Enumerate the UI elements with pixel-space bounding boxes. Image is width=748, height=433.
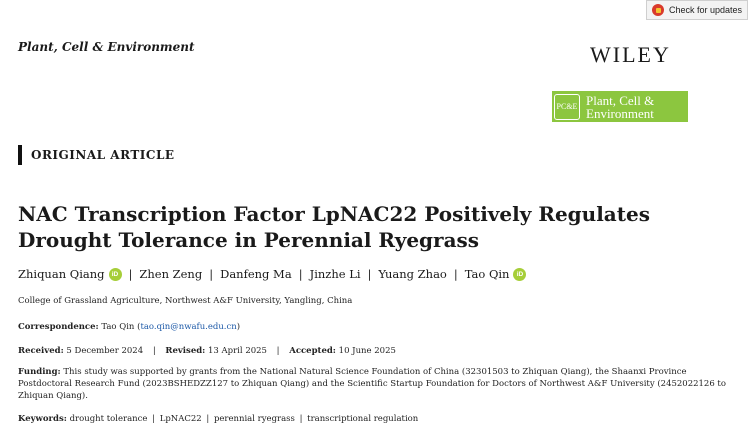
author-separator: | [453, 267, 458, 281]
correspondence-label: Correspondence: [18, 322, 99, 332]
author-name[interactable]: Jinzhe Li [309, 267, 361, 281]
author-list [18, 267, 526, 281]
revised-date: 13 April 2025 [208, 346, 267, 356]
journal-logo-line2: Environment [586, 105, 654, 121]
keyword-separator: | [299, 414, 303, 424]
crossmark-icon [652, 4, 664, 16]
article-title-line1: NAC Transcription Factor LpNAC22 Positively Regulates [18, 202, 650, 226]
keywords-line [18, 414, 418, 424]
publisher-logo: WILEY [590, 42, 671, 67]
correspondence-name: Tao Qin [101, 322, 135, 332]
accepted-label: Accepted: [289, 346, 336, 356]
accepted-date: 10 June 2025 [338, 346, 396, 356]
received-date: 5 December 2024 [66, 346, 144, 356]
author-separator: | [298, 267, 303, 281]
journal-logo-text [586, 94, 654, 120]
correspondence-email-link[interactable]: tao.qin@nwafu.edu.cn [140, 322, 237, 332]
author-name[interactable]: Danfeng Ma [220, 267, 292, 281]
orcid-icon[interactable]: iD [109, 268, 122, 281]
affiliation: College of Grassland Agriculture, Northwest A&F University, Yangling, China [18, 296, 353, 306]
correspondence-line: Correspondence: Tao Qin (tao.qin@nwafu.edu.cn) [18, 322, 241, 332]
article-type: ORIGINAL ARTICLE [18, 145, 175, 165]
journal-logo [552, 91, 688, 122]
author-separator: | [128, 267, 133, 281]
author-name[interactable]: Zhiquan Qiang [18, 267, 105, 281]
article-title-line2: Drought Tolerance in Perennial Ryegrass [18, 228, 480, 252]
keyword: drought tolerance [69, 414, 148, 424]
keyword: transcriptional regulation [307, 414, 419, 424]
check-for-updates-label: Check for updates [669, 5, 743, 15]
keyword-separator: | [206, 414, 210, 424]
keyword: LpNAC22 [159, 414, 202, 424]
pce-mark-icon: PC&E [554, 94, 580, 120]
keyword: perennial ryegrass [213, 414, 295, 424]
author-name[interactable]: Tao Qin [464, 267, 510, 281]
author-name[interactable]: Yuang Zhao [378, 267, 447, 281]
funding-text: This study was supported by grants from the National Natural Science Foundation of China (32301503 to Zhiquan Qiang), the Shaanxi Province Postdoctoral Research Fund (2023BSHEDZZ127 to Zhiquan Qiang) and the Scientific Startup Foundation for Doctors of Northwest A&F University (2452022126 to Zhiquan Qiang). [18, 367, 726, 401]
funding-label: Funding: [18, 367, 61, 377]
check-for-updates-badge[interactable] [646, 0, 748, 20]
keyword-separator: | [152, 414, 155, 424]
orcid-icon[interactable]: iD [513, 268, 526, 281]
article-title [18, 201, 708, 253]
funding-statement [18, 366, 730, 402]
journal-name: Plant, Cell & Environment [18, 40, 195, 54]
received-label: Received: [18, 346, 64, 356]
author-separator: | [367, 267, 372, 281]
revised-label: Revised: [165, 346, 206, 356]
dates-line [18, 346, 396, 356]
keywords-label: Keywords: [18, 414, 67, 424]
journal-logo-line1: Plant, Cell & [586, 92, 655, 108]
date-separator: | [152, 346, 156, 356]
author-name[interactable]: Zhen Zeng [139, 267, 203, 281]
date-separator: | [276, 346, 280, 356]
author-separator: | [209, 267, 214, 281]
